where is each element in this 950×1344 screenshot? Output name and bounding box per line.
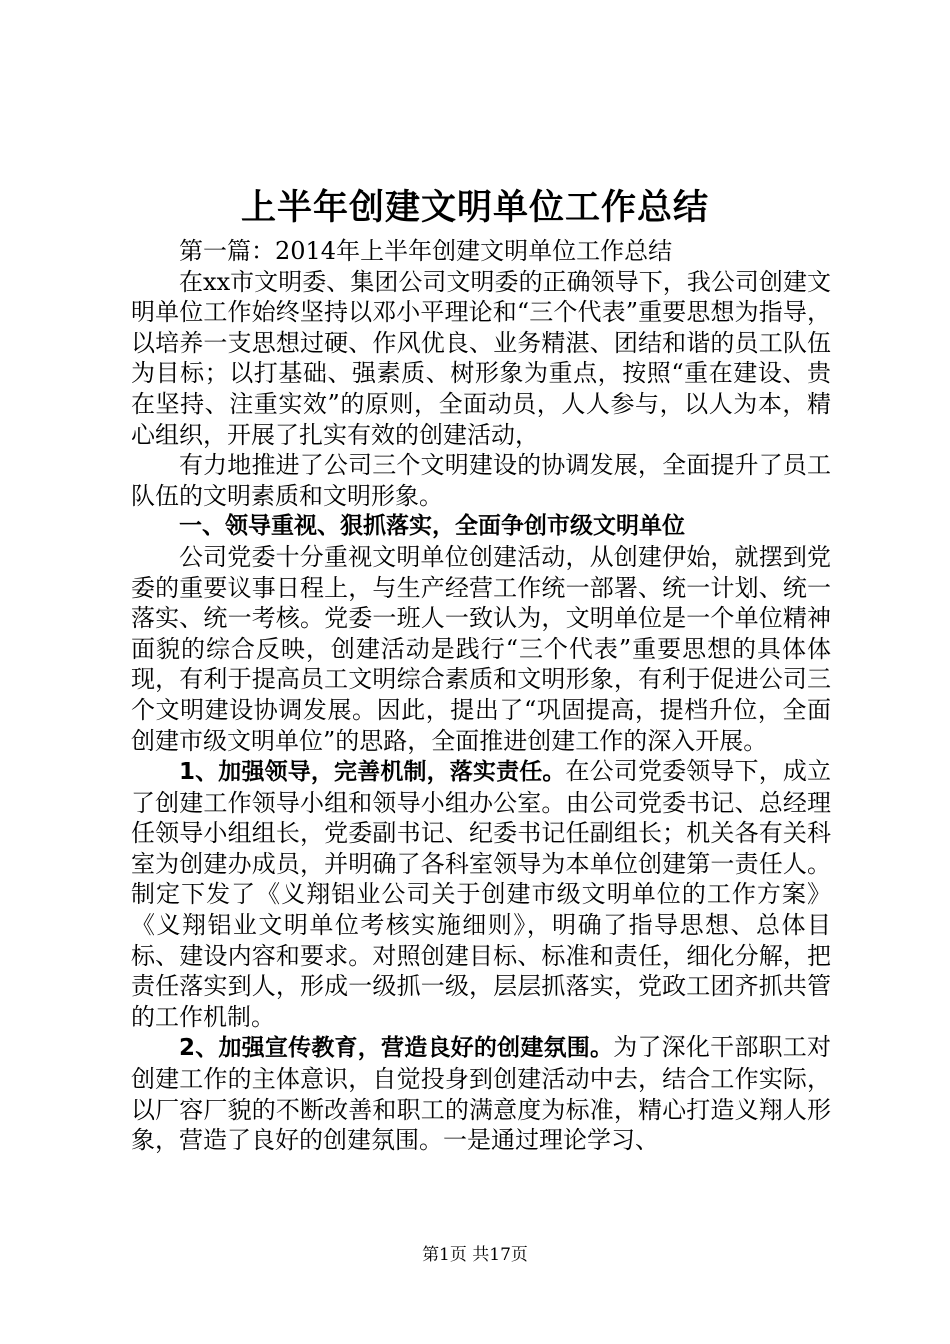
item-2-lead: 2、加强宣传教育，营造良好的创建氛围。 <box>179 1035 614 1062</box>
document-title: 上半年创建文明单位工作总结 <box>240 187 709 228</box>
intro-paragraph-2: 有力地推进了公司三个文明建设的协调发展，全面提升了员工队伍的文明素质和文明形象。 <box>131 451 831 510</box>
subtitle-paragraph: 第一篇：2014年上半年创建文明单位工作总结 <box>179 237 673 265</box>
item-2-text: 为了深化干部职工对创建工作的主体意识，自觉投身到创建活动中去，结合工作实际，以厂容厂貌的不断改善和职工的满意度为标准，精心打造义翔人形象，营造了良好的创建氛围。一是通过理论学习、 <box>131 1033 831 1155</box>
intro-paragraph-1: 在xx市文明委、集团公司文明委的正确领导下，我公司创建文明单位工作始终坚持以邓小平理论和“三个代表”重要思想为指导，以培养一支思想过硬、作风优良、业务精湛、团结和谐的员工队伍为目标；以打基础、强素质、树形象为重点，按照“重在建设、贵在坚持、注重实效”的原则，全面动员，人人参与，以人为本，精心组织，开展了扎实有效的创建活动， <box>131 267 831 449</box>
section-1-paragraph: 公司党委十分重视文明单位创建活动，从创建伊始，就摆到党委的重要议事日程上，与生产经营工作统一部署、统一计划、统一落实、统一考核。党委一班人一致认为，文明单位是一个单位精神面貌的综合反映，创建活动是践行“三个代表”重要思想的具体体现，有利于提高员工文明综合素质和文明形象，有利于促进公司三个文明建设协调发展。因此，提出了“巩固提高，提档升位，全面创建市级文明单位”的思路，全面推进创建工作的深入开展。 <box>131 542 831 755</box>
page-footer: 第1页 共17页 <box>422 1245 528 1265</box>
section-1-heading: 一、领导重视、狠抓落实，全面争创市级文明单位 <box>179 513 685 540</box>
item-1-lead: 1、加强领导，完善机制，落实责任。 <box>179 759 566 786</box>
document-body <box>131 236 831 1156</box>
item-1-paragraph <box>131 756 831 1032</box>
item-1-text: 在公司党委领导下，成立了创建工作领导小组和领导小组办公室。由公司党委书记、总经理任领导小组组长，党委副书记、纪委书记任副组长；机关各有关科室为创建办成员，并明确了各科室领导为本单位创建第一责任人。制定下发了《义翔铝业公司关于创建市级文明单位的工作方案》《义翔铝业文明单位考核实施细则》，明确了指导思想、总体目标、建设内容和要求。对照创建目标、标准和责任，细化分解，把责任落实到人，形成一级抓一级，层层抓落实，党政工团齐抓共管的工作机制。 <box>131 757 831 1031</box>
item-2-paragraph <box>131 1032 831 1155</box>
